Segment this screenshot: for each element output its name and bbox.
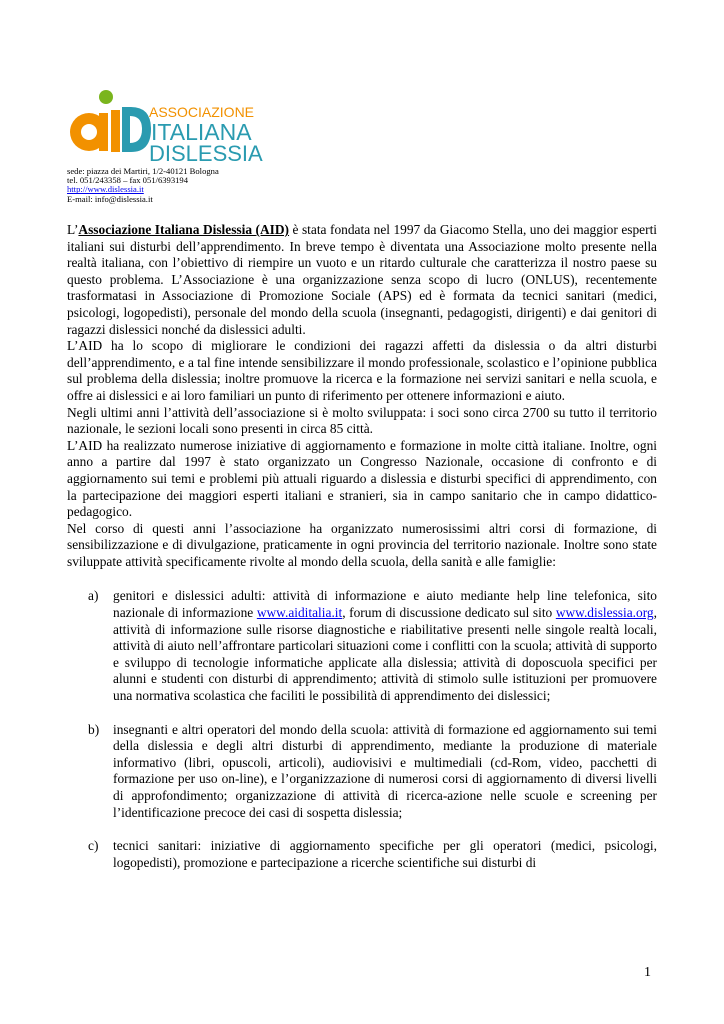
list-marker: b)	[88, 721, 100, 737]
email-line: E-mail: info@dislessia.it	[67, 193, 153, 204]
list-item	[67, 588, 657, 704]
address-line: sede: piazza dei Martiri, 1/2-40121 Bologna	[67, 166, 219, 176]
intro-rest: è stata fondata nel 1997 da Giacomo Stella, uno dei maggior esperti italiani sui disturbi dell’apprendimento. In breve tempo è diventata una Associazione molto presente nella realtà italiana, con l’obiettivo di riempire un vuoto e un ritardo culturale che caratterizza il nostro paese su questo problema. L’Associazione è una organizzazione senza scopo di lucro (ONLUS), recentemente trasformatasi in Associazione di Promozione Sociale (APS) ed è formata da tecnici sanitari (medici, psicologi, logopedisti), personale del mondo della scuola (insegnanti, pedagogisti, dirigenti) e dai genitori di ragazzi dislessici nonché da dislessici adulti.	[67, 222, 658, 337]
list-item	[67, 722, 657, 822]
paragraph-intro	[67, 222, 657, 338]
aiditalia-link[interactable]: www.aiditalia.it	[256, 605, 343, 621]
item-b-text: insegnanti e altri operatori del mondo della scuola: attività di formazione ed aggiornamento sui temi della dislessia e degli altri disturbi di apprendimento, mediante la produzione di materiale informativo (libri, opuscoli, articoli), audiovisivi e multimediali (cd-Rom, video, pacchetti di formazione per uso on-line), e l’organizzazione di numerosi corsi di aggiornamento di diversi livelli di approfondimento; organizzazione di attività di ricerca-azione nelle scuole e screening per l’identificazione precoce dei casi di sospetta dislessia;	[113, 721, 657, 820]
dislessia-org-link[interactable]: www.dislessia.org	[555, 605, 654, 621]
list-marker: c)	[88, 838, 99, 854]
paragraph-growth: Negli ultimi anni l’attività dell’associazione si è molto sviluppata: i soci sono circa 2700 su tutto il territorio nazionale, le sezioni locali sono presenti in circa 85 città.	[67, 404, 657, 437]
item-a-text-3: , attività di informazione sulle risorse diagnostiche e riabilitative presenti nelle singole realtà locali, attività di aiuto nell’affrontare particolari situazioni come i conflitti con la scuola; attività di supporto e sviluppo di tecnologie informatiche applicate alla dislessia; attività di doposcuola specifici per alunni e studenti con disturbi di apprendimento; attività di stimolo sulle istituzioni per promuovere una normativa scolastica che faciliti le possibilità di apprendimento dei dislessici;	[113, 605, 657, 704]
item-c-text: tecnici sanitari: iniziative di aggiornamento specifiche per gli operatori (medici, psicologi, logopedisti), promozione e partecipazione a ricerche scientifiche sui disturbi di	[113, 838, 657, 870]
paragraph-initiatives: L’AID ha realizzato numerose iniziative di aggiornamento e formazione in molte città italiane. Inoltre, ogni anno a partire dal 1997 è stato organizzato un Congresso Nazionale, occasione di confronto e di aggiornamento sui temi e problemi più attuali riguardo a dislessia e disturbi specifici di apprendimento, con la partecipazione dei maggiori esperti italiani e stranieri, sia in campo sanitario che in campo didattico-pedagogico.	[67, 437, 657, 520]
logo-line-dislessia: DISLESSIA	[149, 141, 263, 166]
aid-logo	[67, 85, 267, 167]
letterhead	[67, 167, 327, 204]
logo-letter-i-stem	[111, 110, 120, 152]
phone-line: tel. 051/243358 – fax 051/6393194	[67, 175, 189, 186]
website-link[interactable]: http://www.dislessia.it	[67, 184, 144, 195]
paragraph-activities: Nel corso di questi anni l’associazione ha organizzato numerosissimi altri corsi di formazione, di sensibilizzazione e di divulgazione, praticamente in ogni provincia del territorio nazionale. Inoltre sono state sviluppate attività specificamente rivolte al mondo della scuola, della sanità e alle famiglie:	[67, 520, 657, 569]
logo-line-associazione: ASSOCIAZIONE	[149, 104, 255, 120]
intro-prefix: L’	[67, 222, 79, 237]
item-a-text-2: , forum di discussione dedicato sul sito	[342, 605, 556, 621]
list-item	[67, 838, 657, 871]
paragraph-goals: L’AID ha lo scopo di migliorare le condizioni dei ragazzi affetti da dislessia o da altri disturbi dell’apprendimento, e a tal fine intende sensibilizzare il mondo professionale, scolastico e l’opinione pubblica sul problema della dislessia; inoltre promuove la ricerca e la formazione nei servizi sanitari e nella scuola, e offre ai dislessici e ai loro familiari un punto di riferimento per ottenere informazioni e aiuto.	[67, 338, 657, 403]
logo-letter-a-counter	[81, 124, 97, 140]
logo-green-dot	[99, 90, 113, 104]
logo-line-italiana: ITALIANA	[151, 119, 252, 145]
list-marker: a)	[88, 588, 99, 604]
logo-letter-d	[122, 107, 151, 152]
document-body	[67, 222, 657, 888]
activities-list	[67, 588, 657, 871]
org-name: Associazione Italiana Dislessia	[78, 222, 256, 237]
logo-letter-a-stem	[99, 113, 108, 151]
org-abbr: (AID)	[255, 222, 290, 237]
item-a-text-1: genitori e dislessici adulti: attività di informazione e aiuto mediante help line telefonica, sito nazionale di informazione	[113, 588, 657, 621]
page-number: 1	[644, 965, 651, 980]
